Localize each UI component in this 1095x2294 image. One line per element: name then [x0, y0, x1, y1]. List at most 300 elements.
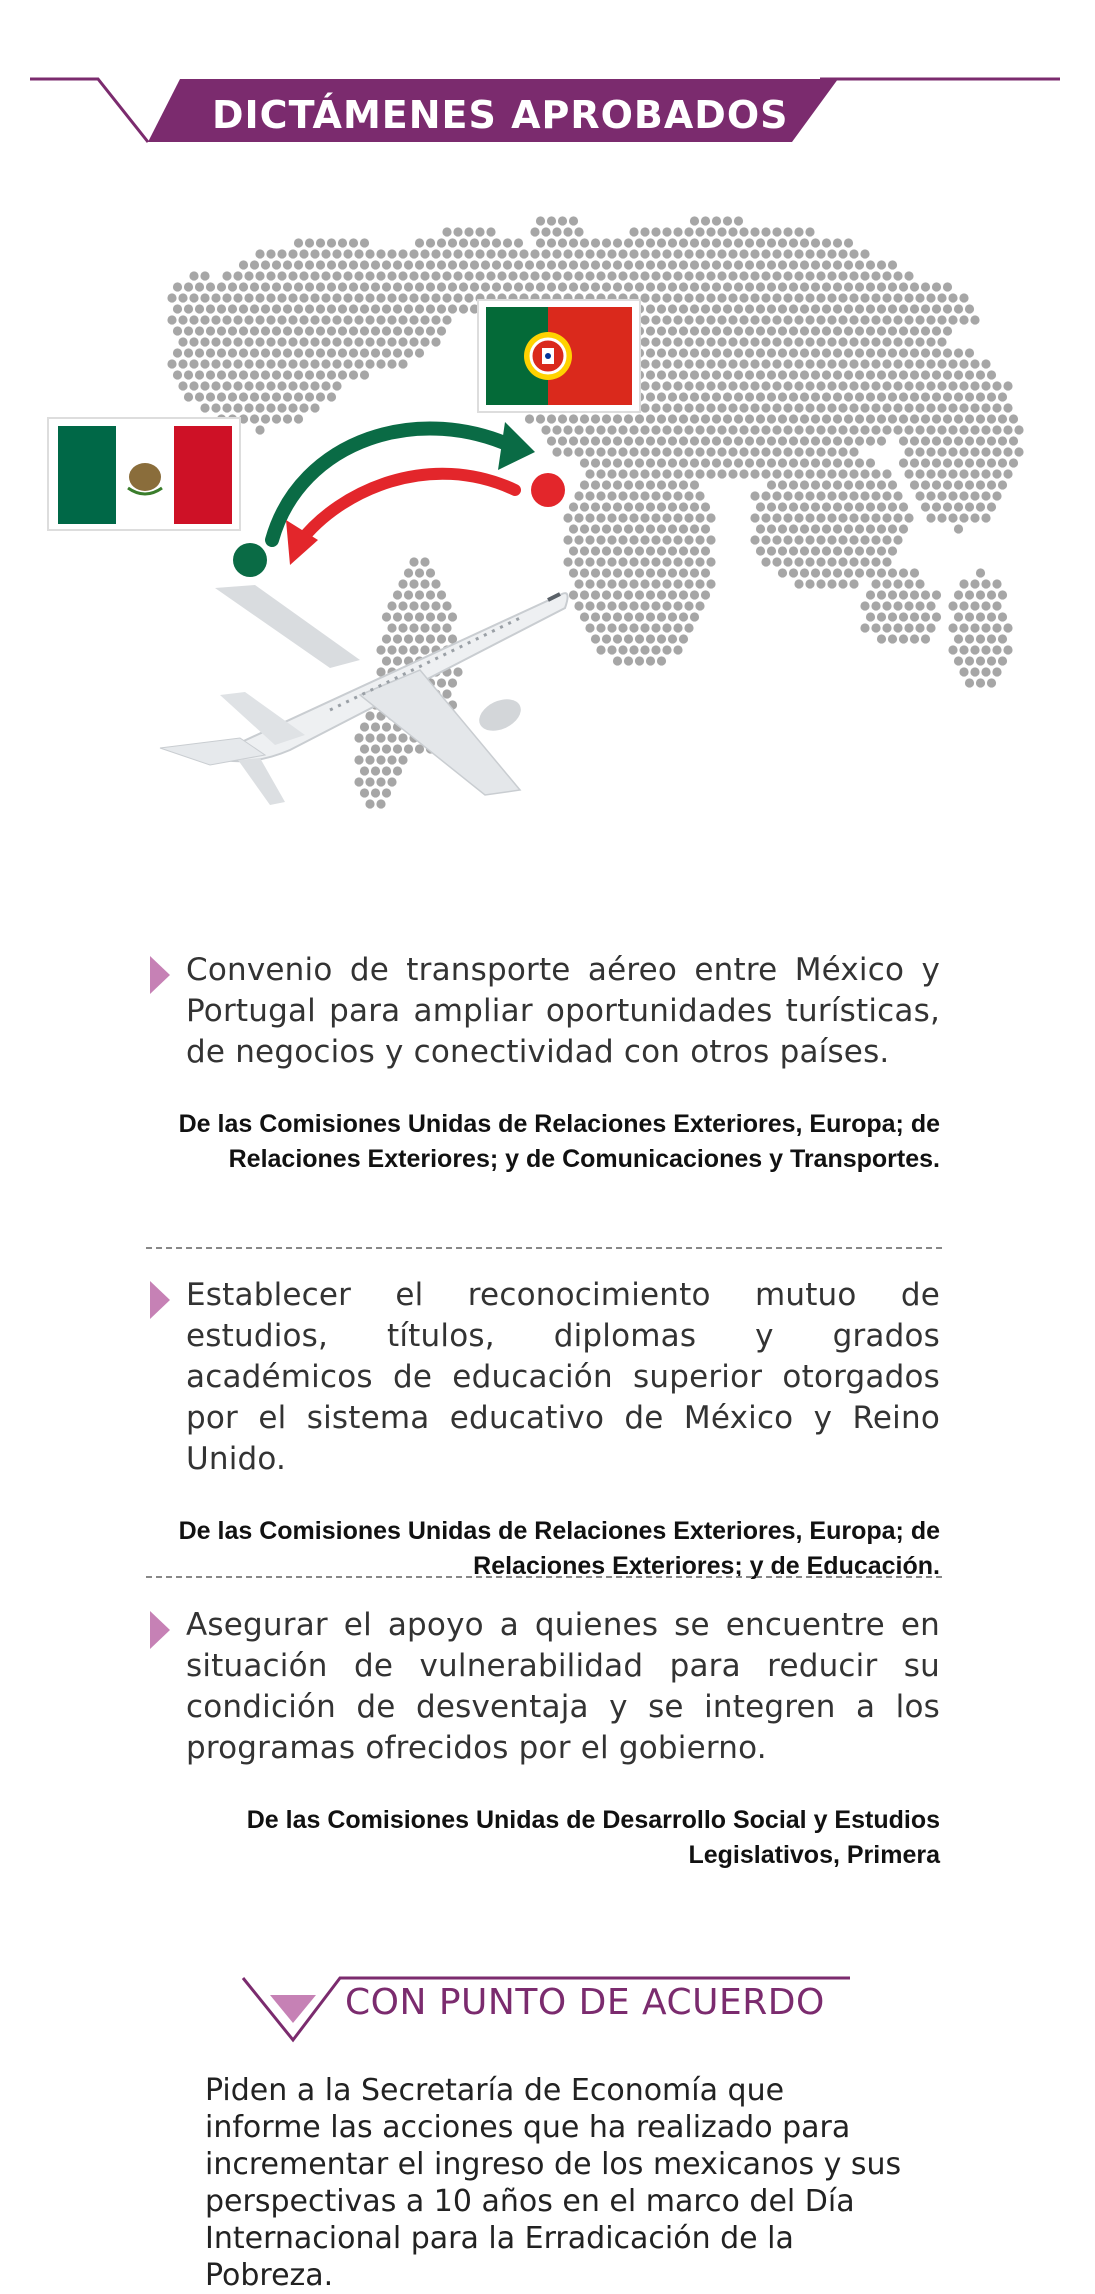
map-dot [453, 271, 462, 280]
map-dot [618, 513, 627, 522]
map-dot [871, 271, 880, 280]
map-dot [387, 623, 396, 632]
map-dot [844, 370, 853, 379]
map-dot [695, 271, 704, 280]
map-dot [882, 579, 891, 588]
map-dot [574, 447, 583, 456]
map-dot [838, 579, 847, 588]
map-dot [629, 469, 638, 478]
map-dot [178, 337, 187, 346]
map-dot [640, 315, 649, 324]
map-dot [822, 348, 831, 357]
map-dot [734, 216, 743, 225]
map-dot [250, 392, 259, 401]
map-dot [998, 392, 1007, 401]
map-dot [965, 414, 974, 423]
map-dot [310, 271, 319, 280]
map-dot [844, 524, 853, 533]
map-dot [932, 326, 941, 335]
map-dot [723, 304, 732, 313]
map-dot [706, 513, 715, 522]
map-dot [827, 425, 836, 434]
map-dot [811, 502, 820, 511]
map-dot [844, 238, 853, 247]
map-dot [420, 249, 429, 258]
map-dot [492, 238, 501, 247]
map-dot [959, 667, 968, 676]
map-dot [921, 348, 930, 357]
map-dot [987, 678, 996, 687]
map-dot [662, 645, 671, 654]
map-dot [673, 425, 682, 434]
map-dot [327, 348, 336, 357]
map-dot [734, 304, 743, 313]
map-dot [723, 260, 732, 269]
map-dot [761, 293, 770, 302]
map-dot [767, 260, 776, 269]
map-dot [811, 282, 820, 291]
map-dot [1009, 414, 1018, 423]
map-dot [613, 634, 622, 643]
map-dot [910, 458, 919, 467]
map-dot [970, 601, 979, 610]
map-dot [305, 370, 314, 379]
map-dot [899, 414, 908, 423]
map-dot [965, 656, 974, 665]
map-dot [327, 238, 336, 247]
map-dot [965, 392, 974, 401]
map-dot [899, 458, 908, 467]
map-dot [926, 469, 935, 478]
map-dot [409, 601, 418, 610]
map-dot [833, 392, 842, 401]
map-dot [855, 480, 864, 489]
map-dot [860, 601, 869, 610]
map-dot [992, 447, 1001, 456]
map-dot [580, 590, 589, 599]
map-dot [937, 447, 946, 456]
map-dot [277, 249, 286, 258]
map-dot [261, 282, 270, 291]
map-dot [1003, 469, 1012, 478]
map-dot [855, 282, 864, 291]
map-dot [998, 612, 1007, 621]
map-dot [976, 634, 985, 643]
item-text: Convenio de transporte aéreo entre México y Portugal para ampliar oportunidades turísticas, de negocios y conectividad con otros países. [186, 952, 940, 1070]
map-dot [695, 601, 704, 610]
map-dot [866, 458, 875, 467]
map-dot [690, 480, 699, 489]
map-dot [871, 337, 880, 346]
map-dot [728, 227, 737, 236]
map-dot [547, 414, 556, 423]
map-dot [679, 612, 688, 621]
map-dot [783, 491, 792, 500]
map-dot [673, 645, 682, 654]
map-dot [838, 447, 847, 456]
map-dot [761, 403, 770, 412]
map-dot [827, 491, 836, 500]
map-dot [173, 370, 182, 379]
map-dot [646, 304, 655, 313]
map-dot [437, 238, 446, 247]
map-dot [739, 249, 748, 258]
map-dot [937, 469, 946, 478]
map-dot [739, 469, 748, 478]
map-dot [409, 623, 418, 632]
map-dot [723, 370, 732, 379]
map-dot [376, 799, 385, 808]
map-dot [607, 535, 616, 544]
map-dot [970, 469, 979, 478]
map-dot [789, 414, 798, 423]
map-dot [954, 480, 963, 489]
map-dot [233, 271, 242, 280]
map-dot [343, 271, 352, 280]
map-dot [877, 260, 886, 269]
map-dot [382, 260, 391, 269]
map-dot [849, 513, 858, 522]
map-dot [877, 568, 886, 577]
map-dot [431, 579, 440, 588]
map-dot [382, 788, 391, 797]
map-dot [805, 469, 814, 478]
map-dot [805, 579, 814, 588]
map-dot [893, 535, 902, 544]
map-dot [987, 656, 996, 665]
map-dot [871, 535, 880, 544]
map-dot [959, 403, 968, 412]
map-dot [778, 436, 787, 445]
map-dot [981, 469, 990, 478]
map-dot [783, 403, 792, 412]
map-dot [173, 326, 182, 335]
map-dot [706, 557, 715, 566]
map-dot [882, 469, 891, 478]
map-dot [811, 436, 820, 445]
map-dot [684, 249, 693, 258]
map-dot [255, 359, 264, 368]
map-dot [1003, 623, 1012, 632]
map-dot [640, 491, 649, 500]
map-dot [684, 227, 693, 236]
map-dot [899, 392, 908, 401]
map-dot [657, 370, 666, 379]
map-dot [981, 403, 990, 412]
map-dot [767, 326, 776, 335]
map-dot [327, 370, 336, 379]
map-dot [184, 370, 193, 379]
map-dot [937, 425, 946, 434]
map-dot [789, 480, 798, 489]
map-dot [871, 513, 880, 522]
map-dot [761, 535, 770, 544]
map-dot [684, 601, 693, 610]
map-dot [283, 282, 292, 291]
map-dot [756, 238, 765, 247]
map-dot [695, 535, 704, 544]
map-dot [987, 612, 996, 621]
map-dot [316, 348, 325, 357]
map-dot [690, 612, 699, 621]
map-dot [294, 326, 303, 335]
map-dot [409, 271, 418, 280]
map-dot [816, 425, 825, 434]
map-dot [701, 370, 710, 379]
map-dot [349, 282, 358, 291]
map-dot [899, 612, 908, 621]
map-dot [624, 656, 633, 665]
map-dot [866, 282, 875, 291]
map-dot [921, 414, 930, 423]
map-dot [607, 447, 616, 456]
map-dot [651, 645, 660, 654]
map-dot [965, 458, 974, 467]
map-dot [442, 271, 451, 280]
map-dot [299, 271, 308, 280]
map-dot [976, 612, 985, 621]
map-dot [778, 348, 787, 357]
map-dot [695, 315, 704, 324]
map-dot [948, 315, 957, 324]
map-dot [833, 260, 842, 269]
map-dot [332, 337, 341, 346]
map-dot [690, 414, 699, 423]
map-dot [657, 304, 666, 313]
map-dot [651, 579, 660, 588]
map-dot [310, 293, 319, 302]
map-dot [893, 579, 902, 588]
map-dot [921, 282, 930, 291]
map-dot [679, 392, 688, 401]
map-dot [701, 524, 710, 533]
map-dot [750, 469, 759, 478]
map-dot [607, 557, 616, 566]
map-dot [701, 414, 710, 423]
map-dot [794, 249, 803, 258]
map-dot [866, 260, 875, 269]
map-dot [772, 271, 781, 280]
map-dot [668, 612, 677, 621]
map-dot [371, 260, 380, 269]
map-dot [673, 337, 682, 346]
map-dot [316, 282, 325, 291]
map-dot [789, 326, 798, 335]
map-dot [701, 436, 710, 445]
map-dot [398, 579, 407, 588]
map-dot [684, 315, 693, 324]
map-dot [470, 282, 479, 291]
map-dot [415, 590, 424, 599]
map-dot [728, 469, 737, 478]
map-dot [404, 348, 413, 357]
map-dot [772, 513, 781, 522]
map-dot [800, 304, 809, 313]
map-dot [239, 304, 248, 313]
map-dot [195, 348, 204, 357]
map-dot [613, 502, 622, 511]
map-dot [992, 601, 1001, 610]
map-dot [877, 634, 886, 643]
map-dot [904, 403, 913, 412]
map-dot [437, 678, 446, 687]
map-dot [844, 326, 853, 335]
map-dot [943, 370, 952, 379]
map-dot [877, 612, 886, 621]
map-dot [200, 403, 209, 412]
map-dot [954, 502, 963, 511]
map-dot [640, 403, 649, 412]
map-dot [602, 568, 611, 577]
map-dot [189, 293, 198, 302]
map-dot [805, 381, 814, 390]
map-dot [706, 271, 715, 280]
map-dot [783, 381, 792, 390]
map-dot [871, 293, 880, 302]
map-dot [717, 249, 726, 258]
map-dot [855, 370, 864, 379]
map-dot [651, 315, 660, 324]
map-dot [948, 645, 957, 654]
map-dot [871, 315, 880, 324]
map-dot [591, 502, 600, 511]
map-dot [822, 260, 831, 269]
map-dot [811, 458, 820, 467]
map-dot [981, 359, 990, 368]
map-dot [877, 480, 886, 489]
map-dot [585, 601, 594, 610]
map-dot [888, 546, 897, 555]
map-dot [321, 293, 330, 302]
map-dot [888, 392, 897, 401]
map-dot [756, 458, 765, 467]
map-dot [855, 546, 864, 555]
map-dot [277, 403, 286, 412]
map-dot [882, 293, 891, 302]
map-dot [717, 425, 726, 434]
map-dot [217, 304, 226, 313]
map-dot [184, 326, 193, 335]
map-dot [959, 623, 968, 632]
map-dot [794, 513, 803, 522]
map-dot [706, 425, 715, 434]
map-dot [717, 447, 726, 456]
map-dot [338, 304, 347, 313]
map-dot [607, 469, 616, 478]
map-dot [915, 491, 924, 500]
map-dot [871, 469, 880, 478]
map-dot [602, 458, 611, 467]
map-dot [976, 568, 985, 577]
map-dot [365, 337, 374, 346]
map-dot [673, 557, 682, 566]
map-dot [294, 414, 303, 423]
map-dot [910, 480, 919, 489]
map-dot [398, 733, 407, 742]
map-dot [343, 337, 352, 346]
map-dot [662, 447, 671, 456]
map-dot [646, 348, 655, 357]
map-dot [959, 315, 968, 324]
map-dot [954, 612, 963, 621]
map-dot [811, 480, 820, 489]
bullet-arrow-icon [150, 1281, 170, 1319]
map-dot [360, 722, 369, 731]
map-dot [294, 260, 303, 269]
map-dot [624, 414, 633, 423]
map-dot [706, 381, 715, 390]
map-dot [701, 568, 710, 577]
map-dot [926, 601, 935, 610]
map-dot [283, 392, 292, 401]
map-dot [283, 326, 292, 335]
map-dot [717, 315, 726, 324]
map-dot [376, 337, 385, 346]
map-dot [910, 568, 919, 577]
map-dot [712, 238, 721, 247]
map-dot [844, 502, 853, 511]
map-dot [965, 502, 974, 511]
map-dot [970, 667, 979, 676]
map-dot [239, 282, 248, 291]
map-dot [530, 249, 539, 258]
map-dot [976, 656, 985, 665]
map-dot [794, 557, 803, 566]
map-dot [206, 348, 215, 357]
map-dot [910, 348, 919, 357]
map-dot [338, 326, 347, 335]
map-dot [712, 260, 721, 269]
map-dot [756, 348, 765, 357]
map-dot [915, 381, 924, 390]
map-dot [816, 315, 825, 324]
map-dot [222, 403, 231, 412]
map-dot [536, 260, 545, 269]
map-dot [343, 249, 352, 258]
map-dot [943, 348, 952, 357]
map-dot [173, 282, 182, 291]
map-dot [492, 260, 501, 269]
map-dot [756, 304, 765, 313]
map-dot [976, 480, 985, 489]
map-dot [882, 557, 891, 566]
map-dot [893, 601, 902, 610]
map-dot [492, 282, 501, 291]
map-dot [398, 315, 407, 324]
map-dot [266, 271, 275, 280]
map-dot [393, 304, 402, 313]
map-dot [976, 436, 985, 445]
map-dot [657, 612, 666, 621]
map-dot [547, 238, 556, 247]
map-dot [354, 733, 363, 742]
map-dot [360, 238, 369, 247]
map-dot [569, 590, 578, 599]
map-dot [965, 348, 974, 357]
map-dot [701, 348, 710, 357]
map-dot [849, 447, 858, 456]
map-dot [866, 546, 875, 555]
section-title: CON PUNTO DE ACUERDO [345, 1982, 825, 2023]
map-dot [563, 271, 572, 280]
map-dot [811, 260, 820, 269]
map-dot [706, 227, 715, 236]
map-dot [910, 634, 919, 643]
map-dot [624, 260, 633, 269]
map-dot [739, 381, 748, 390]
map-dot [800, 282, 809, 291]
map-dot [800, 546, 809, 555]
